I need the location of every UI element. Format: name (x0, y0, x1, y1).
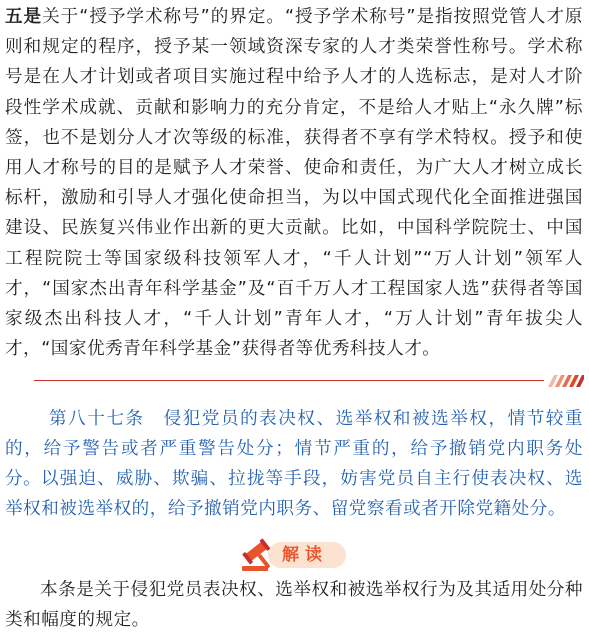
article-87-paragraph-2: 以强迫、威胁、欺骗、拉拢等手段，妨害党员自主行使表决权、选举权和被选举权的，给予撤销党内职务、留党察看或者开除党籍处分。 (5, 469, 583, 520)
intro-text: 关于“授予学术称号”的界定。“授予学术称号”是指按照党管人才原则和规定的程序，授予某一领域资深专家的人才类荣誉性称号。学术称号是在人才计划或者项目实施过程中给予人才的人选标志，是对人才阶段性学术成就、贡献和影响力的充分肯定，不是给人才贴上“永久牌”标签，也不是划分人才次等级的标准，获得者不享有学术特权。授予和使用人才称号的目的是赋予人才荣誉、使命和责任，为广大人才树立成长标杆，激励和引导人才强化使命担当，为以中国式现代化全面推进强国建设、民族复兴伟业作出新的更大贡献。比如，中国科学院院士、中国工程院院士等国家级科技领军人才，“千人计划”“万人计划”领军人才，“国家杰出青年科学基金”及“百千万人才工程国家人选”获得者等国家级杰出科技人才，“千人计划”青年人才，“万人计划”青年拔尖人才，“国家优秀青年科学基金”获得者等优秀科技人才。 (5, 7, 583, 360)
interpretation-paragraph: 本条是关于侵犯党员表决权、选举权和被选举权行为及其适用处分种类和幅度的规定。 (5, 580, 583, 631)
intro-paragraph (5, 2, 583, 364)
interpretation-badge (238, 536, 348, 572)
article-87-paragraph-1: 第八十七条 侵犯党员的表决权、选举权和被选举权，情节较重的，给予警告或者严重警告处分；情节严重的，给予撤销党内职务处分。 (5, 409, 583, 490)
section-divider (34, 380, 544, 381)
gavel-icon (238, 538, 282, 572)
divider-stripes-icon (546, 374, 584, 388)
badge-label: 解读 (282, 545, 328, 565)
intro-lead: 五是 (5, 7, 43, 27)
